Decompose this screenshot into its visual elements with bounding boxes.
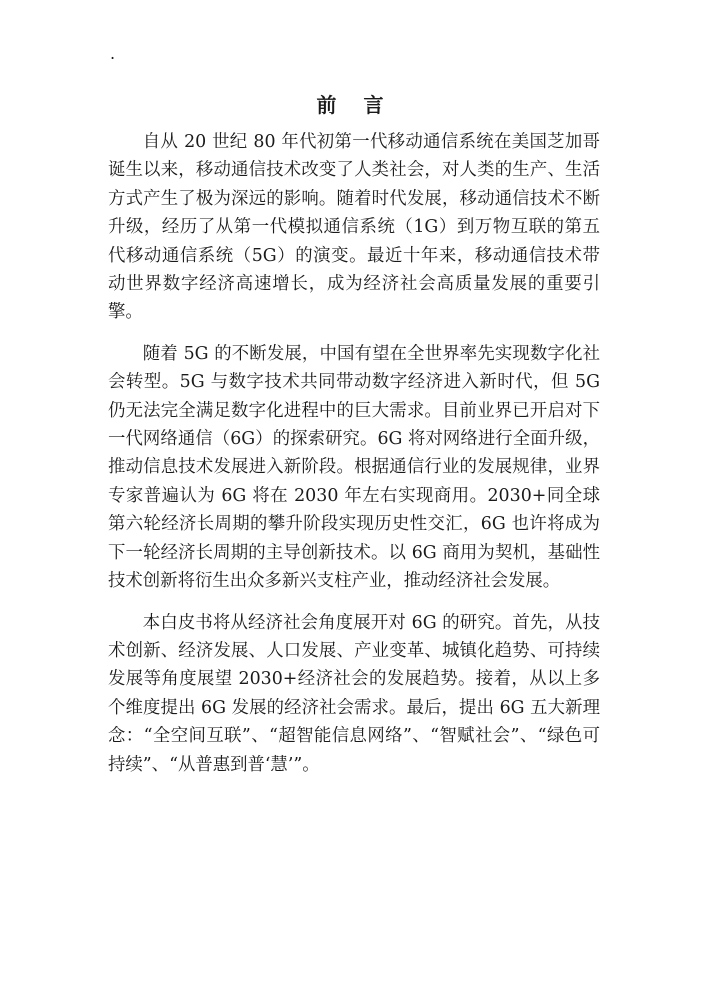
paragraph-3: 本白皮书将从经济社会角度展开对 6G 的研究。首先，从技术创新、经济发展、人口发展、产业变革、城镇化趋势、可持续发展等角度展望 2030+经济社会的发展趋势。接着，从以上多个维度提出 6G 发展的经济社会需求。最后，提出 6G 五大新理念：“全空间互联”、“超智能信息网络”、“智赋社会”、“绿色可持续”、“从普惠到普‘慧’”。 — [108, 612, 600, 775]
page-marker: . — [110, 44, 116, 63]
document-body — [108, 128, 600, 792]
paragraph-1: 自从 20 世纪 80 年代初第一代移动通信系统在美国芝加哥诞生以来，移动通信技术改变了人类社会，对人类的生产、生活方式产生了极为深远的影响。随着时代发展，移动通信技术不断升级，经历了从第一代模拟通信系统（1G）到万物互联的第五代移动通信系统（5G）的演变。最近十年来，移动通信技术带动世界数字经济高速增长，成为经济社会高质量发展的重要引擎。 — [108, 132, 600, 323]
paragraph-2: 随着 5G 的不断发展，中国有望在全世界率先实现数字化社会转型。5G 与数字技术共同带动数字经济进入新时代，但 5G 仍无法完全满足数字化进程中的巨大需求。目前业界已开启对下一代网络通信（6G）的探索研究。6G 将对网络进行全面升级，推动信息技术发展进入新阶段。根据通信行业的发展规律，业界专家普遍认为 6G 将在 2030 年左右实现商用。2030+同全球第六轮经济长周期的攀升阶段实现历史性交汇，6G 也许将成为下一轮经济长周期的主导创新技术。以 6G 商用为契机，基础性技术创新将衍生出众多新兴支柱产业，推动经济社会发展。 — [108, 343, 600, 592]
page-title: 前 言 — [316, 93, 394, 117]
